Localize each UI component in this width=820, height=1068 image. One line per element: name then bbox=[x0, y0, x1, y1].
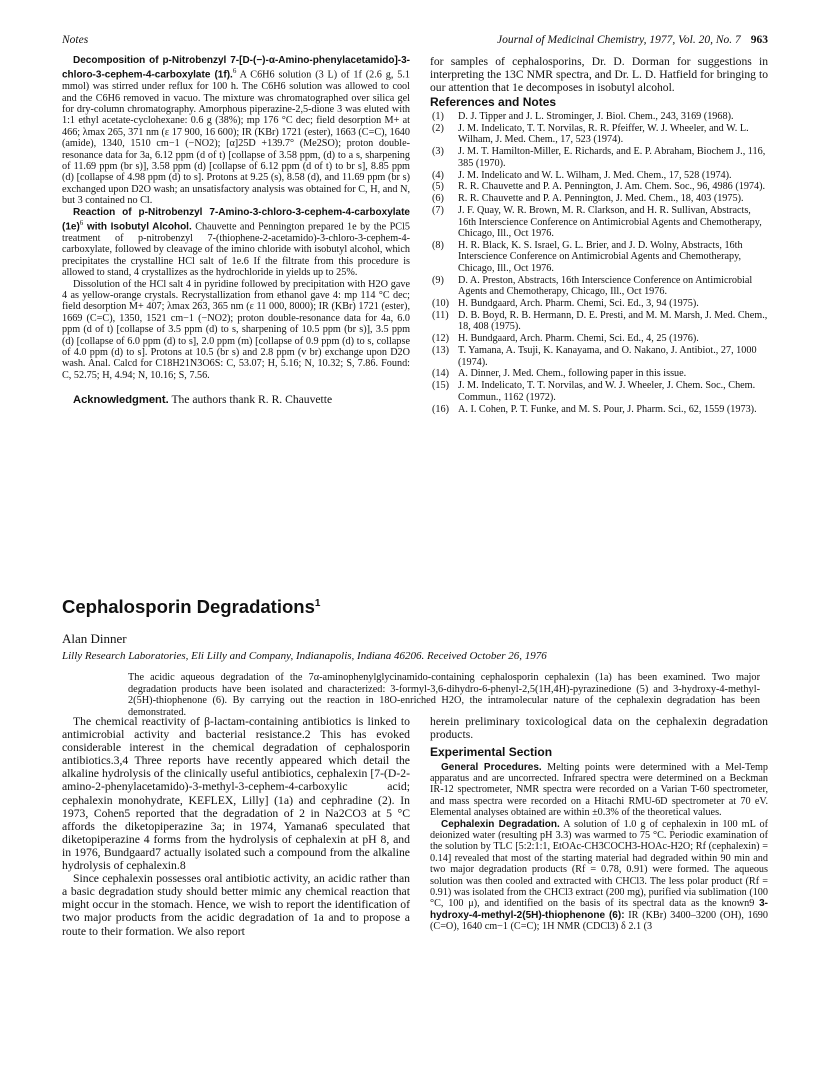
article-author: Alan Dinner bbox=[62, 631, 127, 646]
acknowledgment-paragraph: Acknowledgment. The authors thank R. R. Chauvette bbox=[73, 393, 333, 407]
reference-item bbox=[430, 404, 768, 415]
top-left-column bbox=[62, 55, 410, 407]
general-procedures-paragraph: General Procedures. Melting points were determined with a Mel-Temp apparatus and are uncorrected. Infrared spectra were determined on a Beckman IR-12 spectrometer, NMR spectra were recorded on a Varian T-60 spectrometer, and mass spectra were recorded on a Hitachi RMU-6D spectrometer at 70 eV. Elemental analyses obtained are within ±0.3% of the theoretical values. bbox=[430, 761, 769, 819]
top-right-column bbox=[430, 55, 768, 416]
body-paragraph-2: Since cephalexin possesses oral antibiotic activity, an acidic rather than a basic degradation study should better mimic any chemical reaction that might occur in the stomach. Hence, we wish to report the identification of two major products from the acidic degradation of 1a and to propose a route to their formation. We also report bbox=[62, 872, 410, 938]
reference-number: (11) bbox=[432, 309, 449, 321]
reference-number: (13) bbox=[432, 345, 449, 357]
reference-number: (4) bbox=[432, 169, 444, 181]
body-paragraph-3: herein preliminary toxicological data on the cephalexin degradation products. bbox=[430, 715, 768, 742]
reference-item bbox=[430, 380, 768, 403]
article-title: Cephalosporin Degradations$^1$ bbox=[62, 596, 321, 617]
reference-number: (10) bbox=[432, 298, 449, 310]
cephalexin-degradation-paragraph: Cephalexin Degradation. A solution of 1.0 g of cephalexin in 100 mL of deionized water (resulting pH 3.3) was warmed to 75 °C. Periodic examination of the solution by TLC [5:2:1:1, EtOAc-CH3COCH3-HOAc-H2O; Rf (cephalexin) = 0.14] revealed that most of the starting material had degraded within 90 min and two major degradation products (Rf = 0.78, 0.91) were formed. The aqueous solution was then cooled and extracted with CHCl3. The less polar product (Rf = 0.91) was isolated from the CHCl3 extract (200 mg), purified via sublimation (100 °C, 100 μ), and identified on the basis of its spectral data as the known9 3-hydroxy-4-methyl-2(5H)-thiophenone (6): IR (KBr) 3400–3200 (OH), 1690 (C=O), 1640 cm−1 (C=C); 1H NMR (CDCl3) δ 2.1 (3 bbox=[430, 818, 769, 933]
body-left-column bbox=[62, 715, 410, 938]
reference-text: J. F. Quay, W. R. Brown, M. R. Clarkson, and H. R. Sullivan, Abstracts, 16th Interscience Conference on Antimicrobial Agents and Chemotherapy, Chicago, Ill., Oct 1976. bbox=[458, 205, 762, 240]
reference-number: (6) bbox=[432, 193, 444, 205]
reference-text: D. J. Tipper and J. L. Strominger, J. Biol. Chem., 243, 3169 (1968). bbox=[458, 111, 734, 123]
reference-text: A. I. Cohen, P. T. Funke, and M. S. Pour, J. Pharm. Sci., 62, 1559 (1973). bbox=[458, 403, 757, 415]
reference-number: (9) bbox=[432, 274, 444, 286]
journal-citation: Journal of Medicinal Chemistry, 1977, Vol. 20, No. 7 963 bbox=[497, 34, 768, 46]
reference-number: (7) bbox=[432, 205, 444, 217]
reference-item bbox=[430, 310, 768, 333]
references-heading: References and Notes bbox=[430, 94, 557, 109]
reference-text: D. A. Preston, Abstracts, 16th Interscience Conference on Antimicrobial Agents and Chemotherapy, Chicago, Ill., Oct 1976. bbox=[458, 274, 753, 298]
reference-item bbox=[430, 275, 768, 298]
reference-text: J. M. Indelicato and W. L. Wilham, J. Med. Chem., 17, 528 (1974). bbox=[458, 169, 732, 181]
reference-number: (8) bbox=[432, 239, 444, 251]
reference-item bbox=[430, 193, 768, 204]
reference-number: (2) bbox=[432, 122, 444, 134]
reference-text: R. R. Chauvette and P. A. Pennington, J. Med. Chem., 18, 403 (1975). bbox=[458, 193, 744, 205]
reference-number: (5) bbox=[432, 181, 444, 193]
reference-item bbox=[430, 111, 768, 122]
reference-item bbox=[430, 181, 768, 192]
reference-item bbox=[430, 123, 768, 146]
reference-number: (14) bbox=[432, 368, 449, 380]
reference-item bbox=[430, 146, 768, 169]
reference-item bbox=[430, 205, 768, 239]
reference-item bbox=[430, 240, 768, 274]
article-abstract: The acidic aqueous degradation of the 7α-aminophenylglycinamido-containing cephalosporin cephalexin (1a) has been examined. Two major degradation products have been isolated and characterized: 3-formyl-3,6-dihydro-6-phenyl-2,5(1H,4H)-pyrazinedione (5) and 3-hydroxy-4-methyl-2(5H)-thiophenone (6). By carrying out the reaction in 18O-enriched H2O, the intramolecular nature of the cephalexin degradation has been demonstrated. bbox=[128, 672, 760, 718]
acknowledgment-continued: for samples of cephalosporins, Dr. D. Dorman for suggestions in interpreting the 13C NMR spectra, and Dr. L. D. Hatfield for bringing to our attention that 1e decomposes in isobutyl alcohol. bbox=[430, 55, 768, 95]
reference-item bbox=[430, 345, 768, 368]
reference-text: H. R. Black, K. S. Israel, G. L. Brier, and J. D. Wolny, Abstracts, 16th Interscience Conference on Antimicrobial Agents and Chemotherapy, Chicago, Ill., Oct 1976. bbox=[458, 239, 743, 274]
page-number: 963 bbox=[750, 34, 768, 46]
reference-text: J. M. Indelicato, T. T. Norvilas, R. R. Pfeiffer, W. J. Wheeler, and W. L. Wilham, J. Med. Chem., 17, 523 (1974). bbox=[458, 122, 749, 146]
reference-number: (1) bbox=[432, 111, 444, 123]
reaction-paragraph: Reaction of p-Nitrobenzyl 7-Amino-3-chloro-3-cephem-4-carboxylate $(1e)^6$ with Isobutyl Alcohol. Chauvette and Pennington prepared 1e by the PCl5 treatment of p-nitrobenzyl 7-(thiophene-2-acetamido)-3-chloro-3-cephem-4-carboxylate, followed by cleavage of the imino chloride with isobutyl alcohol, which precipitates the crystalline HCl salt of 1e.6 If the filtrate from this procedure is allowed to stand, 4 crystallizes as the hydrochloride in yields up to 25%. bbox=[62, 206, 410, 279]
dissolution-paragraph: Dissolution of the HCl salt 4 in pyridine followed by precipitation with H2O gave 4 as yellow-orange crystals. Recrystallization from ethanol gave 4: mp 114 °C dec; field desorption M+ 407; λmax 263, 365 nm (ε 11 000, 8000); IR (KBr) 1721 (ester), 1669 (C=C), 1350, 1521 cm−1 (−NO2); proton double-resonance data for 4a, 6.0 ppm (d of t) [collapse of 3.5 ppm (d) to s, sharpening of 10.5 ppm (br s)], 3.5 ppm (d) [collapse of 6.0 ppm (d) to s], 2.0 ppm (m) [collapse of 0.9 ppm (d) to s, collapse of 4.0 ppm (d) to s]. Protons at 10.5 (br s) and 2.8 ppm (v br) exchange upon D2O wash. Anal. Calcd for C18H21N3O6S: C, 53.07; H, 5.16; N, 10.32; S, 7.86. Found: C, 52.75; H, 4.94; N, 10.16; S, 7.56. bbox=[62, 278, 410, 381]
running-header bbox=[62, 34, 768, 50]
experimental-heading: Experimental Section bbox=[430, 745, 553, 760]
article-affiliation: Lilly Research Laboratories, Eli Lilly and Company, Indianapolis, Indiana 46206. Received October 26, 1976 bbox=[62, 650, 547, 662]
reference-text: T. Yamana, A. Tsuji, K. Kanayama, and O. Nakano, J. Antibiot., 27, 1000 (1974). bbox=[458, 345, 757, 368]
reference-item bbox=[430, 368, 768, 379]
reference-text: H. Bundgaard, Arch. Pharm. Chemi, Sci. Ed., 4, 25 (1976). bbox=[458, 333, 699, 345]
references-list bbox=[430, 111, 768, 415]
reference-item bbox=[430, 170, 768, 181]
decomposition-paragraph: Decomposition of p-Nitrobenzyl 7-[D-(−)-α-Amino-phenylacetamido]-3-chloro-3-cephem-4-carboxylate (1f).$^6$ A C6H6 solution (3 L) of 1f (2.6 g, 5.1 mmol) was stirred under reflux for 100 h. The C6H6 solution was allowed to cool and the C6H6 removed in vacuo. The mixture was chromatographed over silica gel for dry-column chromatography. Amorphous piperazine-2,5-dione 3 was eluted with 1:1 ethyl acetate-cyclohexane: 0.6 g (38%); mp 176 °C dec; field desorption M+ at 466; λmax 265, 371 nm (ε 17 900, 16 600); IR (KBr) 1721 (ester), 1663 (C=C), 1640 (amide), 1340, 1510 cm−1 (−NO2); [α]25D +139.7° (Me2SO); proton double-resonance data for 3a, 6.12 ppm (d of t) [collapse of 3.58 ppm, (d) to a s, sharpening of 11.69 ppm (br s)], 3.58 ppm (d) [collapse of 6.12 ppm (d of t) to br s], 8.85 ppm (d) [collapse of 4.98 ppm (d) to s]. Protons at 9.25 (s), 8.58 (d), and 11.69 ppm (br s) exchanged upon D2O wash; an unsatisfactory analysis was obtained for C, H, and N, but 3 contained no Cl. bbox=[62, 55, 410, 207]
reference-item bbox=[430, 298, 768, 309]
reference-text: R. R. Chauvette and P. A. Pennington, J. Am. Chem. Soc., 96, 4986 (1974). bbox=[458, 181, 766, 193]
reference-text: H. Bundgaard, Arch. Pharm. Chemi, Sci. Ed., 3, 94 (1975). bbox=[458, 298, 699, 310]
reference-number: (12) bbox=[432, 333, 449, 345]
reference-text: J. M. Indelicato, T. T. Norvilas, and W. J. Wheeler, J. Chem. Soc., Chem. Commun., 1162 (1972). bbox=[458, 380, 756, 403]
section-label: Notes bbox=[62, 34, 89, 46]
reference-number: (15) bbox=[432, 380, 449, 392]
reference-text: D. B. Boyd, R. B. Hermann, D. E. Presti, and M. M. Marsh, J. Med. Chem., 18, 408 (1975). bbox=[458, 309, 768, 333]
reference-text: A. Dinner, J. Med. Chem., following paper in this issue. bbox=[458, 368, 687, 380]
body-right-column bbox=[430, 715, 768, 933]
reference-number: (16) bbox=[432, 403, 449, 415]
reference-item bbox=[430, 333, 768, 344]
body-paragraph-1: The chemical reactivity of β-lactam-containing antibiotics is linked to antimicrobial activity and bacterial resistance.2 This has evoked considerable interest in the chemical degradation of cephalosporin antibiotics.3,4 Three reports have recently appeared which detail the alkaline hydrolysis of the clinically useful antibiotics, cephalexin [7-(D-2-amino-2-phenylacetamido)-3-methyl-3-cephem-4-carboxylic acid; cephalexin monohydrate, KEFLEX, Lilly] (1a) and cephradine (2). In 1973, Cohen5 reported that the degradation of 2 in Na2CO3 at 5 °C affords the diketopiperazine 3a; in 1974, Yamana6 speculated that diketopiperazine 4 forms from the hydrolysis of cephalexin at pH 8, and in 1976, Bundgaard7 actually isolated such a compound from the alkaline hydrolysis of cephalexin.8 bbox=[62, 715, 410, 873]
reference-text: J. M. T. Hamilton-Miller, E. Richards, and E. P. Abraham, Biochem J., 116, 385 (1970). bbox=[458, 146, 766, 169]
reference-number: (3) bbox=[432, 146, 444, 158]
